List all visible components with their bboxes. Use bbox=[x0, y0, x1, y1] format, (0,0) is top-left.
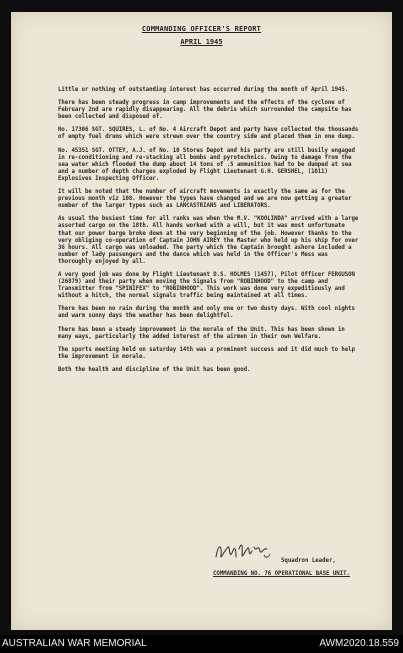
signature-rank: Squadron Leader, bbox=[281, 558, 336, 564]
paragraph: There has been steady progress in camp improvements and the effects of the cyclone of February 2nd are rapidly disappearing. All the debris which surrounded the campsite has been collected and disposed of. bbox=[58, 100, 352, 121]
signature-unit: COMMANDING NO. 76 OPERATIONAL BASE UNIT. bbox=[213, 571, 350, 577]
accession-number: AWM2020.18.559 bbox=[319, 638, 399, 649]
paragraph: As usual the busiest time for all ranks was when the M.V. "KOOLINDA" arrived with a large assorted cargo on the 18th. All hands worked with a will, but it was most unfortunate that our power barge broke down at the very beginning of the job. However thanks to the very obliging co-operation of Captain JOHN AIREY the Master who held up his ship for over 36 hours. All cargo was unloaded. The party which the Captain brought ashore included a number of lady passengers and the dance which was held in the Officer's Mess was thoroughly enjoyed by all. bbox=[58, 216, 359, 265]
report-body bbox=[58, 87, 359, 380]
source-label: AUSTRALIAN WAR MEMORIAL bbox=[2, 638, 147, 649]
handwritten-signature bbox=[212, 537, 282, 567]
paragraph: Little or nothing of outstanding interest has occurred during the month of April 1945. bbox=[58, 87, 349, 93]
paragraph: There has been no rain during the month and only one or two dusty days. With cool nights and warm sunny days the weather has been delightful. bbox=[58, 306, 355, 320]
paragraph: No. 17306 SGT. SQUIRES, L. of No. 4 Aircraft Depot and party have collected the thousands of empty fuel drums which were strewn over the country side and placed them in one dump. bbox=[58, 127, 359, 141]
paragraph: Both the health and discipline of the Unit has been good. bbox=[58, 366, 251, 373]
paragraph: A very good job was done by Flight Lieutenant D.S. HOLMES (1457), Pilot Officer FERGUSON (26879) and their party when moving the Signals from "ROBINHOOD" to the camp and Transmitter from "SPINIFEX" to "ROBINHOOD". This work was done very expeditiously and without a hitch, the normal signals traffic being maintained at all times. bbox=[58, 271, 355, 300]
document-header bbox=[11, 25, 392, 46]
paragraph: The sports meeting held on saturday 14th was a prominent success and it did much to help the improvement in morale. bbox=[58, 346, 355, 360]
report-date: APRIL 1945 bbox=[180, 38, 223, 46]
paragraph: It will be noted that the number of aircraft movements is exactly the same as for the previous month viz 108. However the types have changed and we are now getting a greater number of the larger types such as LANCASTRIANS and LIBERATORS. bbox=[58, 189, 352, 210]
paragraph: There has been a steady improvement in the morale of the Unit. This has been shown in many ways, particularly the added interest of the airmen in their own Welfare. bbox=[58, 326, 345, 340]
paragraph: No. 45351 SGT. OTTEY, A.J. of No. 10 Stores Depot and his party are still busily engaged in re-conditioning and re-stacking all bombs and pyrotechnics. Owing to damage from the sea water which flooded the dump about 14 tons of .5 ammunition had to be dumped at sea and a number of depth charges exploded by Flight Lieutenant G.H. GERSHEL, (1011) Explosives Inspecting Officer. bbox=[58, 147, 355, 182]
footer-bar bbox=[0, 635, 403, 653]
report-title: COMMANDING OFFICER'S REPORT bbox=[141, 25, 262, 33]
